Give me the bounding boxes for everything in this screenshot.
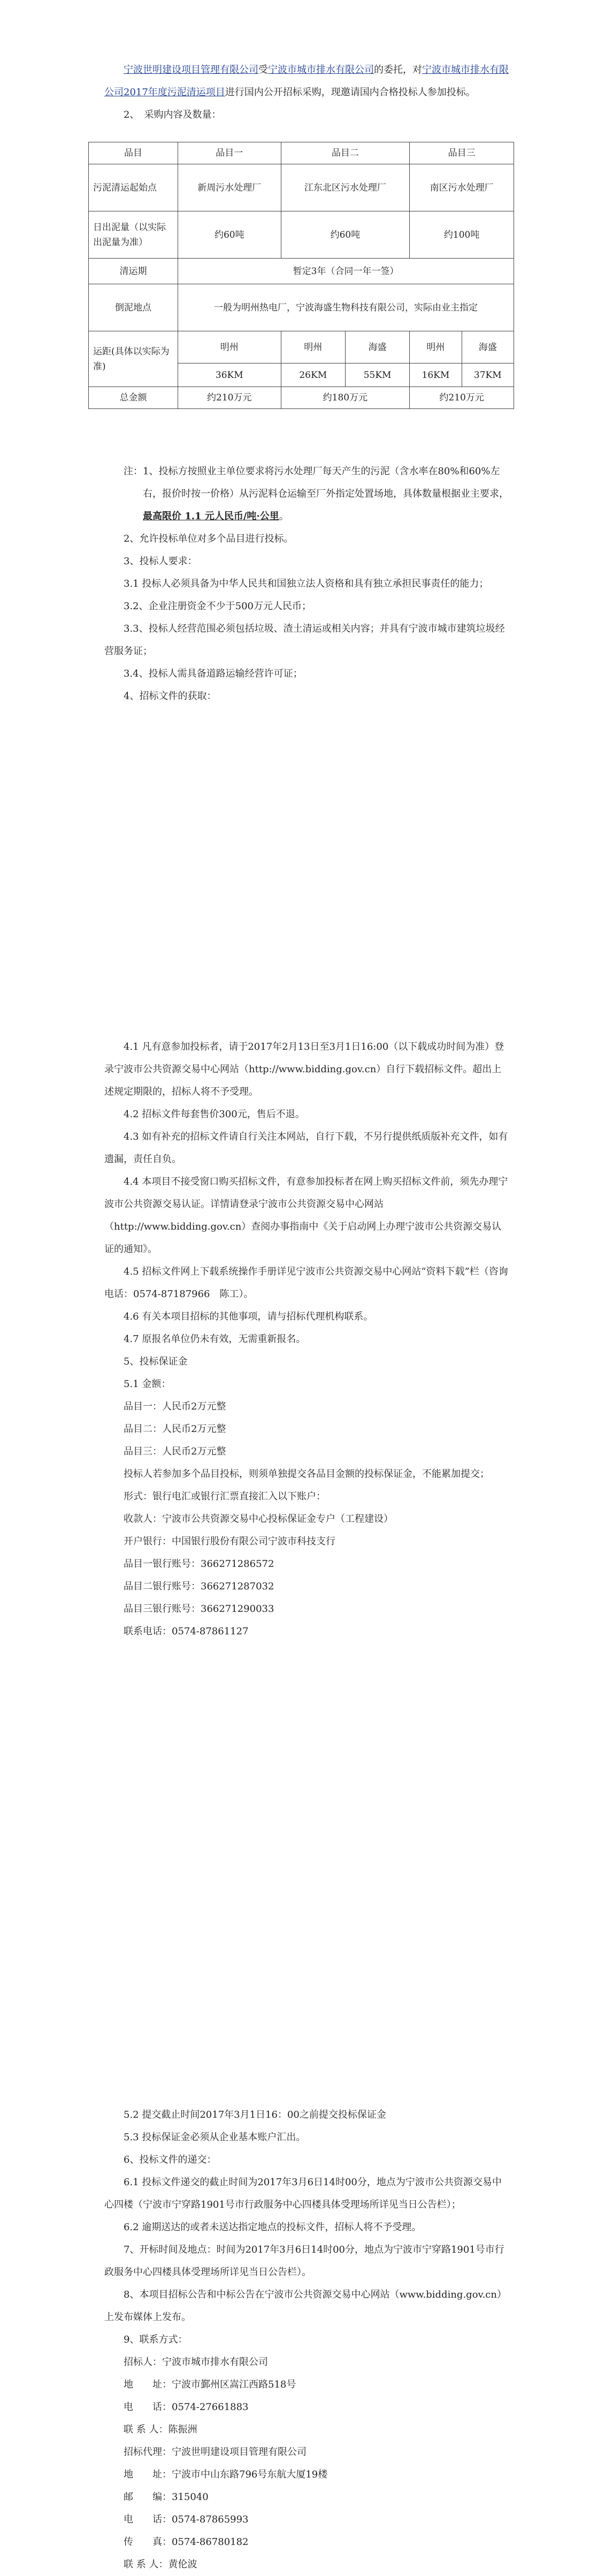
section-3-title: 3、投标人要求： [124, 556, 197, 567]
intro-text-3: 进行国内公开招标采购，现邀请国内合格投标人参加投标。 [225, 87, 476, 98]
table-cell: 明州 [178, 331, 281, 363]
contact-line [104, 2374, 511, 2396]
requirement-item: 3.1 投标人必须具备为中华人民共和国独立法人资格和具有独立承担民事责任的能力； [124, 578, 489, 589]
requirement-item: 3.3、投标人经营范围必须包括垃圾、渣土清运或相关内容；并具有宁波市城市建筑垃圾经营服务证； [104, 623, 505, 657]
contact-label: 地 址： [124, 2379, 172, 2390]
contact-label: 招标人： [124, 2357, 162, 2368]
table-cell: 海盛 [345, 331, 409, 363]
deposit-payee: 收款人：宁波市公共资源交易中心投标保证金专户（工程建设） [124, 1513, 393, 1525]
agent-name: 宁波世明建设项目管理有限公司 [124, 64, 258, 75]
doc-item: 4.3 如有补充的招标文件请自行关注本网站，自行下载，不另行提供纸质版补充文件，如有遗漏，责任自负。 [104, 1131, 508, 1165]
sections-5-to-9 [104, 2104, 511, 2576]
doc-item: 4.2 招标文件每套售价300元，售后不退。 [124, 1109, 305, 1120]
owner-name: 宁波市城市排水有限公司 [268, 64, 374, 75]
contact-value: 陈振洲 [168, 2424, 197, 2435]
table-cell: 约210万元 [410, 387, 514, 409]
requirement-item: 3.4、投标人需具备道路运输经营许可证； [124, 668, 303, 679]
deposit-amount: 品目二：人民币2万元整 [124, 1423, 226, 1435]
contact-line [104, 2351, 511, 2374]
contact-line [104, 2419, 511, 2441]
contact-line [104, 2396, 511, 2419]
table-cell: 新周污水处理厂 [178, 164, 281, 211]
deposit-account: 品目三银行账号：366271290033 [124, 1603, 274, 1615]
contact-value: 0574-27661883 [172, 2401, 249, 2413]
contact-value: 宁波市鄞州区嵩江西路518号 [172, 2379, 296, 2390]
table-cell: 55KM [345, 363, 409, 387]
contact-label: 招标代理： [124, 2446, 172, 2458]
section-2-title: 2、 采购内容及数量： [124, 109, 221, 120]
note-1-text: 注：1、投标方按照业主单位要求将污水处理厂每天产生的污泥（含水率在80%和60%左右，报价时按一价格）从污泥料仓运输至厂外指定处置场地，具体数量根据业主要求， [124, 466, 509, 499]
section-4-items [104, 1036, 511, 1643]
project-name: 宁波市城市排水有限公司2017年度污泥清运项目 [104, 64, 509, 98]
contact-value: 0574-87865993 [172, 2514, 249, 2525]
contact-value: 315040 [172, 2491, 209, 2503]
intro-text-2: 的委托，对 [374, 64, 422, 75]
table-cell: 约180万元 [281, 387, 410, 409]
note-1 [104, 460, 511, 528]
doc-item: 4.4 本项目不接受窗口购买招标文件，有意参加投标者在网上购买招标文件前，须先办理宁波市公共资源交易认证。详情请登录宁波市公共资源交易中心网站（http://www.bidding.gov.cn）查阅办事指南中《关于启动网上办理宁波市公共资源交易认证的通知》。 [104, 1176, 508, 1255]
deposit-bank: 开户银行：中国银行股份有限公司宁波市科技支行 [124, 1536, 335, 1547]
contact-line [104, 2509, 511, 2531]
table-row-label: 总金额 [89, 387, 178, 409]
table-cell: 约210万元 [178, 387, 281, 409]
table-cell: 约60吨 [281, 211, 410, 259]
table-header-cell: 品目二 [281, 142, 410, 164]
table-cell: 南区污水处理厂 [410, 164, 514, 211]
contact-line [104, 2464, 511, 2486]
deposit-account: 品目二银行账号：366271287032 [124, 1581, 274, 1592]
doc-item: 4.7 原报名单位仍未有效，无需重新报名。 [124, 1334, 306, 1345]
submission-item: 6.1 投标文件递交的截止时间为2017年3月6日14时00分，地点为宁波市公共资源交易中心四楼（宁波市宁穿路1901号市行政服务中心四楼具体受理场所详见当日公告栏）； [104, 2177, 502, 2210]
table-row-label: 运距(具体以实际为准) [89, 331, 178, 387]
table-row [89, 331, 514, 363]
deposit-account: 品目一银行账号：366271286572 [124, 1558, 274, 1570]
contact-label: 电 话： [124, 2514, 172, 2525]
section-5-title: 5、投标保证金 [124, 1356, 188, 1367]
table-row-label: 污泥清运起始点 [89, 164, 178, 211]
deposit-amount: 品目一：人民币2万元整 [124, 1401, 226, 1412]
contact-label: 地 址： [124, 2469, 172, 2480]
table-header-cell: 品目 [89, 142, 178, 164]
procurement-table [88, 142, 514, 409]
table-cell: 明州 [281, 331, 345, 363]
section-7: 7、开标时间及地点：时间为2017年3月6日14时00分，地点为宁波市宁穿路1901号市行政服务中心四楼具体受理场所详见当日公告栏）。 [104, 2244, 504, 2278]
deposit-account-note: 5.3 投标保证金必须从企业基本账户汇出。 [124, 2132, 306, 2143]
intro-paragraph [104, 59, 511, 126]
table-cell: 26KM [281, 363, 345, 387]
intro-text-1: 受 [258, 64, 268, 75]
section-6-title: 6、投标文件的递交： [124, 2154, 217, 2165]
doc-item: 4.6 有关本项目招标的其他事项，请与招标代理机构联系。 [124, 1311, 373, 1322]
doc-item: 4.5 招标文件网上下载系统操作手册详见宁波市公共资源交易中心网站“资料下载”栏（咨询电话：0574-87187966 陈工）。 [104, 1266, 508, 1300]
contact-line [104, 2554, 511, 2576]
table-header-cell: 品目一 [178, 142, 281, 164]
table-cell: 明州 [410, 331, 462, 363]
table-cell: 约100吨 [410, 211, 514, 259]
section-9-title: 9、联系方式： [124, 2334, 188, 2345]
requirement-item: 3.2、企业注册资金不少于500万元人民币； [124, 601, 311, 612]
contact-line [104, 2441, 511, 2464]
table-cell: 一般为明州热电厂，宁波海盛生物科技有限公司，实际由业主指定 [178, 284, 514, 331]
table-row [89, 284, 514, 331]
table-row-label: 倒泥地点 [89, 284, 178, 331]
table-row-label: 清运期 [89, 259, 178, 284]
table-row [89, 387, 514, 409]
table-cell: 16KM [410, 363, 462, 387]
note-2: 2、允许投标单位对多个品目进行投标。 [124, 533, 294, 544]
intro-text [104, 59, 511, 104]
contact-value: 宁波市城市排水有限公司 [162, 2357, 268, 2368]
contact-label: 邮 编： [124, 2491, 172, 2503]
contact-value: 宁波世明建设项目管理有限公司 [172, 2446, 307, 2458]
table-header-cell: 品目三 [410, 142, 514, 164]
deposit-amount-title: 5.1 金额： [124, 1378, 171, 1390]
submission-item: 6.2 逾期送达的或者未送达指定地点的投标文件，招标人将不予受理。 [124, 2222, 422, 2233]
table-row-label: 日出泥量（以实际出泥量为准） [89, 211, 178, 259]
deposit-form: 形式：银行电汇或银行汇票直接汇入以下账户： [124, 1491, 326, 1502]
note-1-end: 。 [279, 511, 289, 522]
contact-label: 传 真： [124, 2536, 172, 2548]
deposit-multi-note: 投标人若参加多个品目投标，则须单独提交各品目金额的投标保证金，不能累加提交； [124, 1468, 489, 1480]
price-cap: 最高限价 1.1 元人民币/吨·公里 [143, 511, 279, 522]
table-row [89, 164, 514, 211]
contact-line [104, 2531, 511, 2554]
section-4-title: 4、招标文件的获取： [124, 691, 217, 702]
table-row [89, 259, 514, 284]
table-cell: 约60吨 [178, 211, 281, 259]
table-cell: 暂定3年（合同一年一签） [178, 259, 514, 284]
table-cell: 36KM [178, 363, 281, 387]
contact-value: 0574-86780182 [172, 2536, 249, 2548]
contact-label: 电 话： [124, 2401, 172, 2413]
section-8: 8、本项目招标公告和中标公告在宁波市公共资源交易中心网站（www.bidding.gov.cn）上发布媒体上发布。 [104, 2289, 507, 2323]
contact-line [104, 2486, 511, 2509]
notes-section [104, 460, 511, 708]
table-row [89, 211, 514, 259]
contact-value: 宁波市中山东路796号东航大厦19楼 [172, 2469, 328, 2480]
contact-label: 联 系 人： [124, 2424, 169, 2435]
table-cell: 37KM [462, 363, 514, 387]
table-cell: 江东北区污水处理厂 [281, 164, 410, 211]
doc-item: 4.1 凡有意参加投标者，请于2017年2月13日至3月1日16:00（以下载成功时间为准）登录宁波市公共资源交易中心网站（http://www.bidding.gov.cn）自行下载招标文件。超出上述规定期限的，招标人将不予受理。 [104, 1041, 504, 1097]
deposit-phone: 联系电话：0574-87861127 [124, 1626, 249, 1637]
deposit-amount: 品目三：人民币2万元整 [124, 1446, 226, 1457]
contact-value: 黄伦波 [168, 2559, 197, 2570]
contact-label: 联 系 人： [124, 2559, 169, 2570]
deposit-deadline: 5.2 提交截止时间2017年3月1日16：00之前提交投标保证金 [124, 2109, 386, 2120]
table-header-row [89, 142, 514, 164]
table-cell: 海盛 [462, 331, 514, 363]
